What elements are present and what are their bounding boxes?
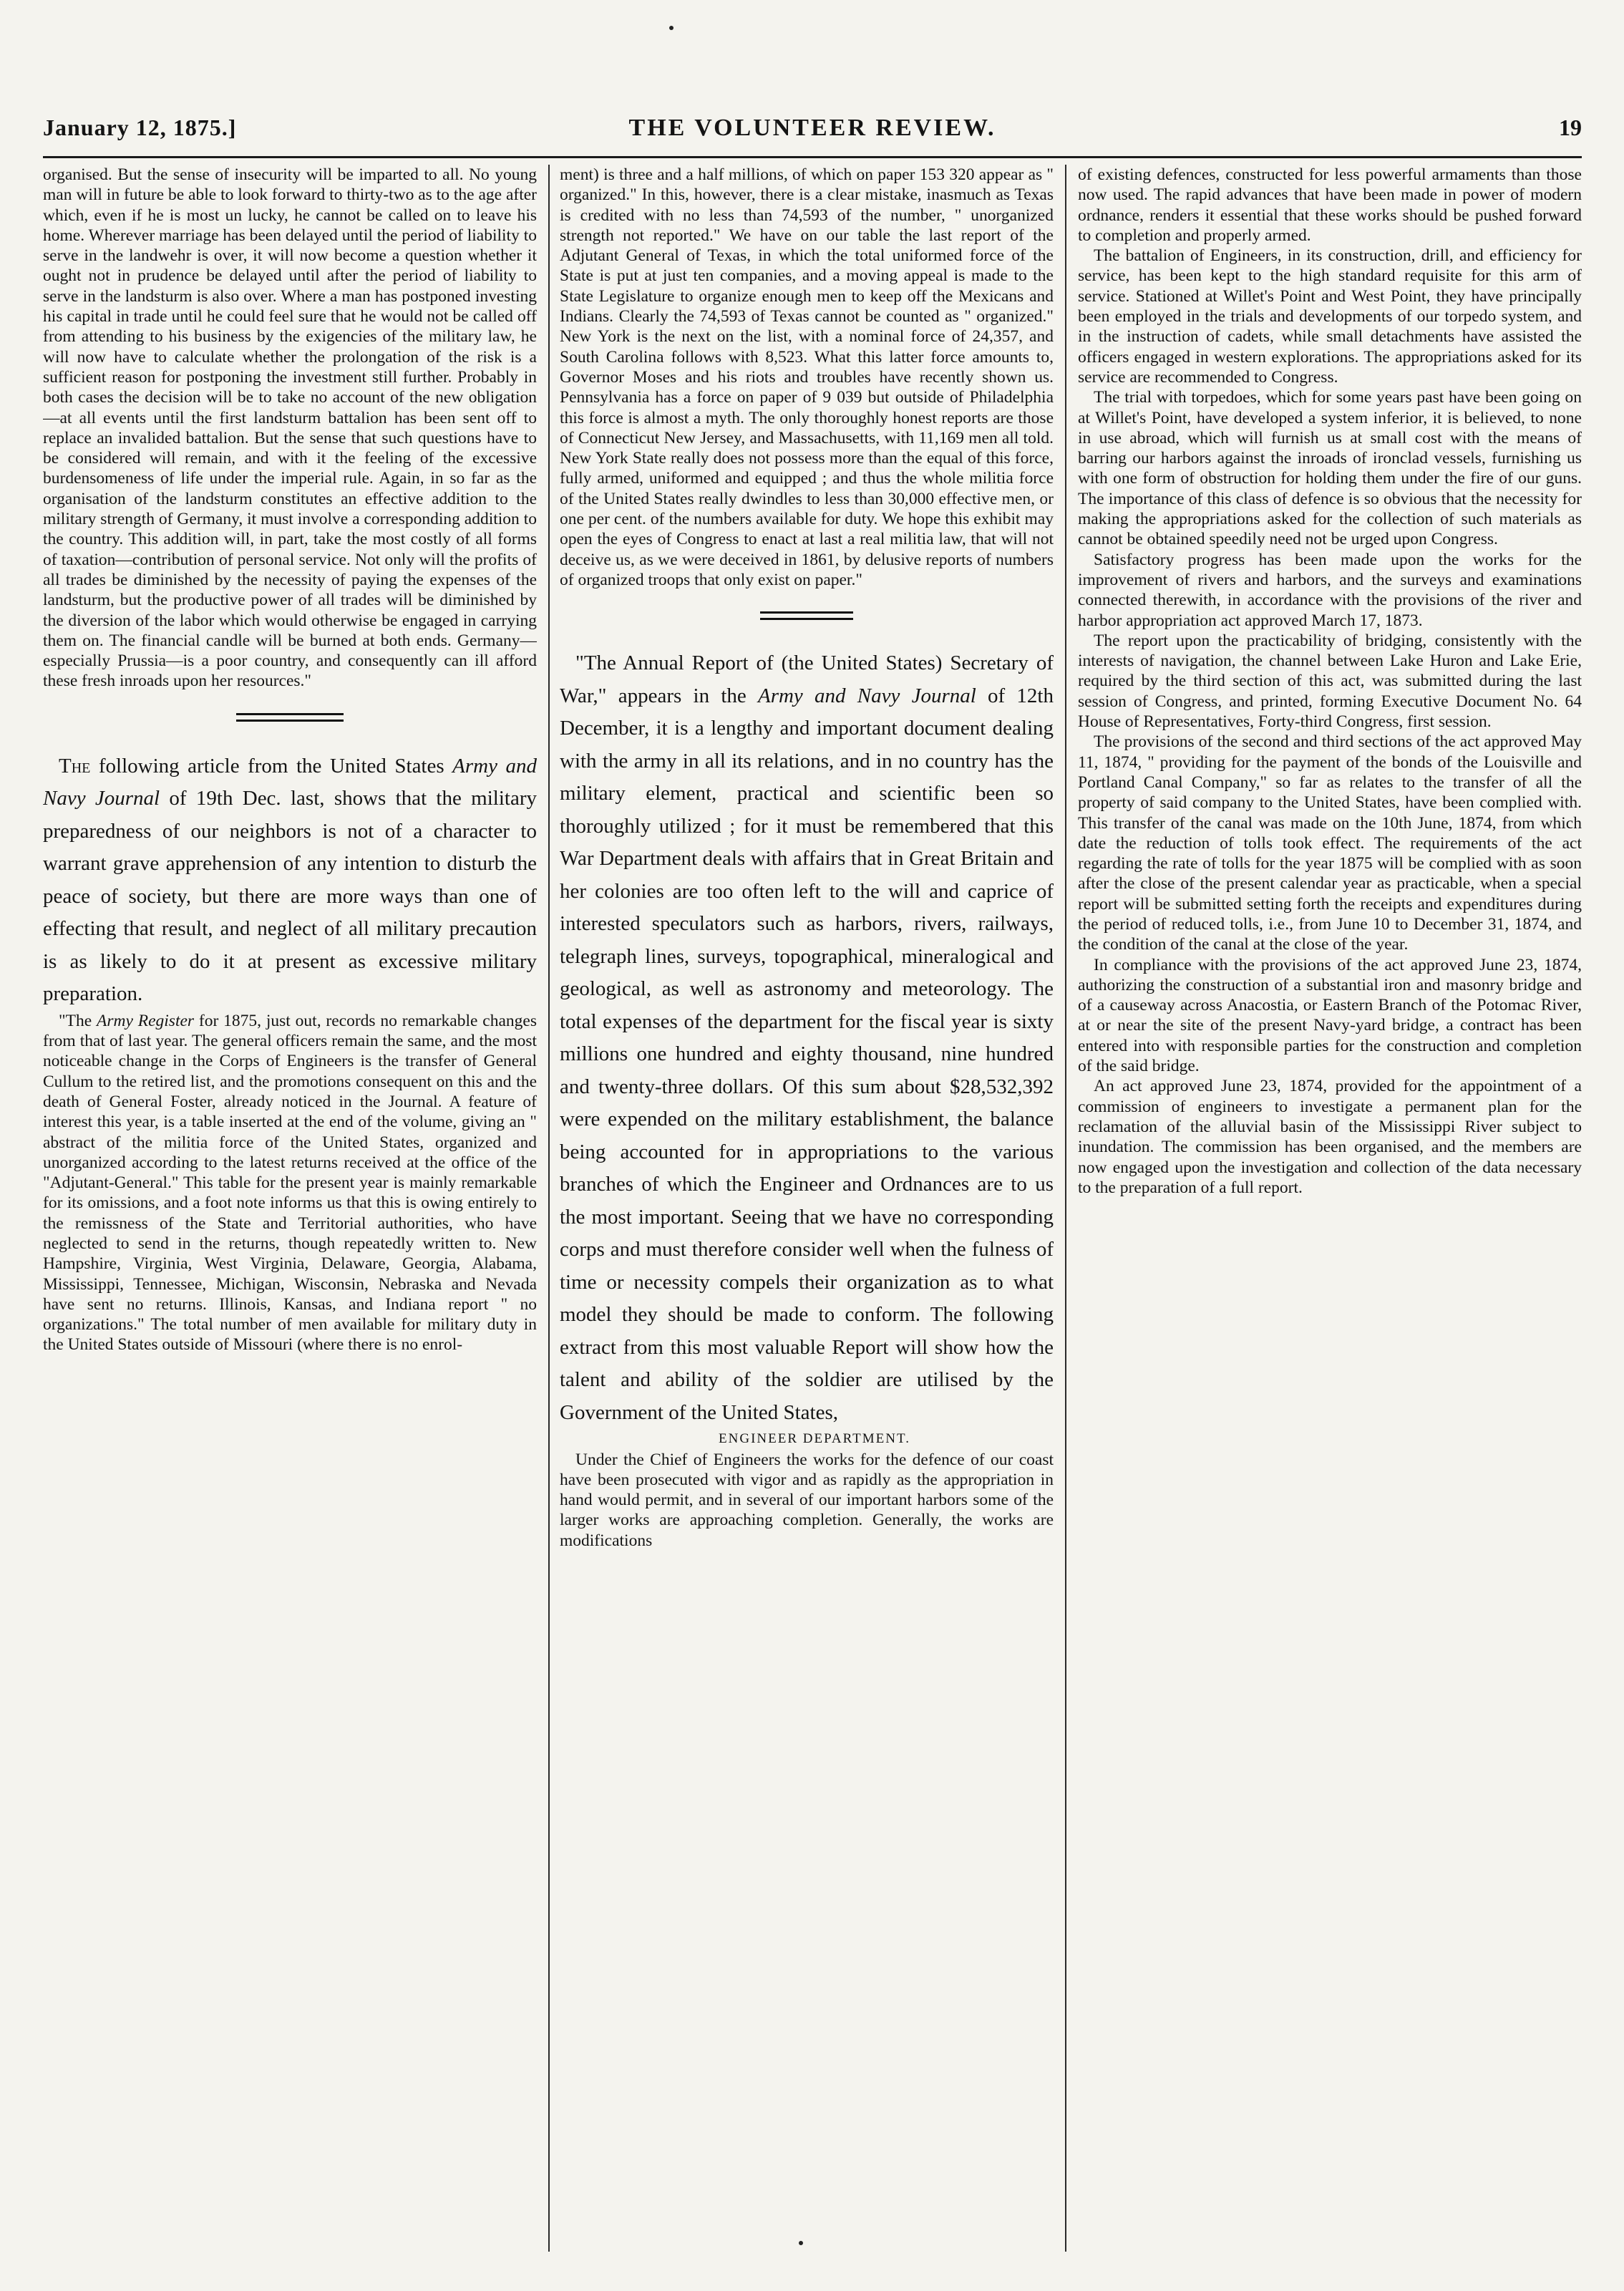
paragraph-anacostia-bridge: In compliance with the provisions of the act approved June 23, 1874, authorizing the construction of a substantial iron and masonry bridge and of a causeway across Anacostia, or Eastern Branch of the Potomac River, at or near the site of the present Navy-yard bridge, a contract has been entered into with responsible parties for the construction and completion of the said bridge. bbox=[1078, 955, 1582, 1076]
column-divider-2 bbox=[1065, 165, 1066, 2252]
paragraph-article-intro: The following article from the United States Army and Navy Journal of 19th Dec. last, shows that the military preparedness of our neighbors is not of a character to warrant grave apprehension of any intention to disturb the peace of society, but there are more ways than one of effecting that result, and neglect of all military precaution is as likely to do it at present as excessive military preparation. bbox=[43, 754, 537, 1006]
print-speck bbox=[799, 2241, 803, 2245]
paragraph-war-report: "The Annual Report of (the United States) Secretary of War," appears in the Army and Navy Journal of 12th December, it is a lengthy and important document dealing with the army in all its relations, and in no country has the military element, practical and scientific been so thoroughly utilized ; for it must be remembered that this War Department deals with affairs that in Great Britain and her colonies are too often left to the will and caprice of interested speculators such as harbors, rivers, railways, telegraph lines, surveys, topographical, mineralogical and geological, as well as astronomy and meteorology. The total expenses of the department for the fiscal year is sixty millions one hundred and eighty thousand, nine hundred and twenty-three dollars. Of this sum about $28,532,392 were expended on the military establishment, the balance being accounted for in appropriations to the various branches of which the Engineer and Ordnances are to us the most important. Seeing that we have no corresponding corps and must therefore consider well when the fulness of time or necessity compels their organization as to what model they should be made to conform. The following extract from this most valuable Report will show how the talent and ability of the soldier are utilised by the Government of the United States, bbox=[560, 652, 1054, 1424]
journal-title: Army and Navy Journal bbox=[43, 754, 537, 810]
paragraph-rivers-harbors: Satisfactory progress has been made upon the works for the improvement of rivers and harbors, and the surveys and examinations connected therewith, in accordance with the provisions of the river and harbor appropriation act approved March 17, 1873. bbox=[1078, 550, 1582, 630]
header-rule bbox=[43, 156, 1582, 158]
paragraph-battalion: The battalion of Engineers, in its construction, drill, and efficiency for service, has been kept to the high standard requisite for this arm of service. Stationed at Willet's Point and West Point, they have principally been employed in the trials and developments of our torpedo system, and in the instruction of cadets, while small detachments have assisted the officers engaged in western explorations. The appropriations asked for its service are recommended to Congress. bbox=[1078, 246, 1582, 387]
page-number: 19 bbox=[1559, 115, 1582, 140]
paragraph-canal: The provisions of the second and third sections of the act approved May 11, 1874, " providing for the payment of the bonds of the Louisville and Portland Canal Company," so far as relates to the transfer of all the property of said company to the United States, have been complied with. This transfer of the canal was made on the 10th June, 1874, from which date the reduction of tolls took effect. The requirements of the act regarding the rate of tolls for the year 1875 will be complied with as soon after the close of the present calendar year as practicable, when a special report will be submitted setting forth the receipts and expenditures during the period of reduced tolls, i.e., from June 10 to December 31, 1874, and the condition of the canal at the close of the year. bbox=[1078, 732, 1582, 954]
paragraph-militia-returns: ment) is three and a half millions, of which on paper 153 320 appear as " organized." In this, however, there is a clear mistake, inasmuch as Texas is credited with no less than 74,593 of the number, " unorganized strength not reported." We have on our table the last report of the Adjutant General of Texas, in which the total uniformed force of the State is put at just ten companies, and a moving appeal is made to the State Legislature to organize enough men to keep off the Mexicans and Indians. Clearly the 74,593 of Texas cannot be counted as " organized." New York is the next on the list, with a nominal force of 24,357, and South Carolina follows with 8,523. What this latter force amounts to, Governor Moses and his riots and troubles have recently shown us. Pennsylvania has a force on paper of 9 039 but outside of Philadelphia this force is almost a myth. The only thoroughly honest reports are those of Connecticut New Jersey, and Massachusetts, with 11,169 men all told. New York State really does not possess more than the equal of this force, fully armed, uniformed and equipped ; and thus the whole militia force of the United States really dwindles to less than 30,000 effective men, or one per cent. of the numbers available for duty. We hope this exhibit may open the eyes of Congress to enact at last a real militia law, that will not deceive us, as we were deceived in 1861, by delusive reports of numbers of organized troops that only exist on paper." bbox=[560, 165, 1054, 589]
paragraph-landsturm: organised. But the sense of insecurity will be imparted to all. No young man will in future be able to look forward to thirty-two as to the age after which, even if he is most un lucky, he cannot be called on to leave his home. Wherever marriage has been delayed until the period of liability to serve in the landwehr is over, it will now become a question whether it ought not in prudence be delayed until after the period of liability to serve in the landsturm is also over. Where a man has postponed investing his capital in trade until he could feel sure that he would not be called off from attending to his business by the exigencies of the military law, he will now have to calculate whether the prolongation of the risk is a sufficient reason for postponing the investment still further. Probably in both cases the decision will be to take no account of the new obligation—at all events until the first landsturm battalion has been sent off to replace an invalided battalion. But the sense that such questions have to be considered will remain, and with it the feeling of the excessive burdensomeness of life under the imperial rule. Again, in so far as the organisation of the landsturm constitutes an effective addition to the military strength of Germany, it must involve a corresponding addition to the country. This addition will, in part, take the most costly of all forms of taxation—contribution of personal service. Not only will the profits of all trades be diminished by the necessity of paying the expenses of the landsturm, but the productive power of all trades will be diminished by the diversion of the labor which would otherwise be engaged in carrying them on. The financial candle will be burned at both ends. Germany—especially Prussia—is a poor country, and consequently can ill afford these fresh inroads upon her resources." bbox=[43, 165, 537, 691]
section-subheading: ENGINEER DEPARTMENT. bbox=[719, 1431, 910, 1447]
section-separator bbox=[236, 713, 344, 722]
paragraph-lake-bridging: The report upon the practicability of bridging, consistently with the interests of navigation, the channel between Lake Huron and Lake Erie, required by the third section of this act, was submitted during the last session of Congress, and printed, forming Executive Document No. 64 House of Representatives, Forty-third Congress, first session. bbox=[1078, 631, 1582, 732]
column-divider-1 bbox=[548, 165, 550, 2252]
section-separator bbox=[760, 611, 853, 620]
journal-title: Army and Navy Journal bbox=[757, 684, 976, 707]
column-1 bbox=[43, 165, 537, 2255]
paragraph-mississippi-commission: An act approved June 23, 1874, provided for the appointment of a commission of engineers to investigate a permanent plan for the reclamation of the alluvial basin of the Mississippi River subject to inundation. The commission has been organised, and the members are now engaged upon the investigation and collection of the data necessary to the preparation of a full report. bbox=[1078, 1077, 1582, 1197]
newspaper-page bbox=[43, 36, 1582, 2262]
lead-word: The bbox=[59, 754, 91, 778]
issue-date: January 12, 1875.] bbox=[43, 115, 237, 140]
column-3 bbox=[1078, 165, 1582, 2255]
page-header bbox=[43, 115, 1582, 158]
column-2 bbox=[560, 165, 1054, 2255]
paragraph-engineer-works: Under the Chief of Engineers the works for the defence of our coast have been prosecuted with vigor and as rapidly as the appropriation in hand would permit, and in several of our important harbors some of the larger works are approaching completion. Generally, the works are modifications bbox=[560, 1450, 1054, 1550]
paragraph-torpedoes: The trial with torpedoes, which for some years past have been going on at Willet's Point, have developed a system inferior, it is believed, to none in use abroad, which will furnish us at small cost with the means of barring our harbors against the inroads of ironclad vessels, furnishing us with one form of obstruction for holding them under the fire of our guns. The importance of this class of defence is so obvious that the necessity for making the appropriations asked for the collection of such materials as cannot be obtained speedily need not be urged upon Congress. bbox=[1078, 388, 1582, 549]
publication-title: THE VOLUNTEER REVIEW. bbox=[628, 115, 996, 141]
paragraph-army-register: "The Army Register for 1875, just out, records no remarkable changes from that of last year. The general officers remain the same, and the most noticeable change in the Corps of Engineers is the transfer of General Cullum to the retired list, and the promotions consequent on this and the death of General Foster, already noticed in the Journal. A feature of interest this year, is a table inserted at the end of the volume, giving an " abstract of the militia force of the United States, organized and unorganized according to the latest returns received at the office of the "Adjutant-General." This table for the present year is mainly remarkable for its omissions, and a foot note informs us that this is owing entirely to the remissness of the State and Territorial authorities, who have neglected to send in the returns, though repeatedly written to. New Hampshire, Virginia, West Virginia, Delaware, Georgia, Alabama, Mississippi, Tennessee, Michigan, Wisconsin, Nebraska and Nevada have sent no returns. Illinois, Kansas, and Indiana report " no organizations." The total number of men available for military duty in the United States outside of Missouri (where there is no enrol- bbox=[43, 1011, 537, 1355]
register-title: Army Register bbox=[96, 1011, 195, 1030]
print-speck bbox=[669, 26, 674, 30]
paragraph-defences: of existing defences, constructed for less powerful armaments than those now used. The rapid advances that have been made in power of modern ordnance, renders it essential that these works should be pushed forward to completion and properly armed. bbox=[1078, 165, 1582, 245]
